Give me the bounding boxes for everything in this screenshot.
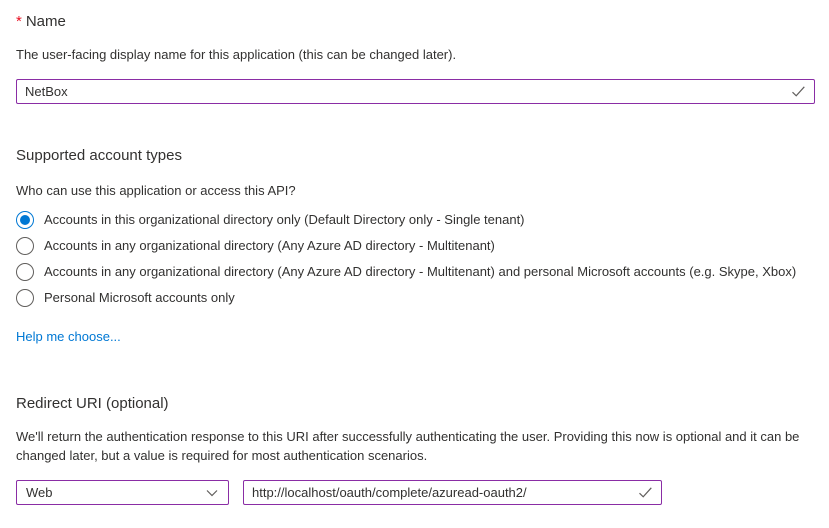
radio-option-single-tenant[interactable] (16, 207, 815, 233)
name-input[interactable] (25, 84, 785, 99)
name-section-title (16, 12, 815, 31)
name-title-text: Name (25, 13, 66, 30)
radio-button-icon[interactable] (16, 211, 34, 229)
app-registration-form (0, 12, 829, 505)
platform-select-value: Web (26, 485, 53, 500)
redirect-uri-row (16, 480, 815, 505)
platform-select[interactable] (16, 480, 229, 505)
chevron-down-icon (205, 486, 219, 500)
radio-option-personal-only[interactable] (16, 285, 815, 311)
radio-button-icon[interactable] (16, 237, 34, 255)
radio-dot (20, 215, 30, 225)
required-asterisk: * (16, 13, 22, 30)
redirect-uri-section-title: Redirect URI (optional) (16, 395, 169, 412)
radio-option-label: Accounts in this organizational directory only (Default Directory only - Single tenant) (44, 212, 525, 227)
name-description: The user-facing display name for this application (this can be changed later). (16, 47, 457, 62)
redirect-uri-description: We'll return the authentication response to this URI after successfully authenticating the user. Providing this now is optional and it can be changed later, but a value is required for most authentication scenarios. (16, 429, 800, 463)
redirect-uri-input-container (243, 480, 662, 505)
account-types-question: Who can use this application or access this API? (16, 183, 296, 198)
account-types-radio-group (16, 207, 815, 311)
valid-check-icon (791, 85, 806, 98)
account-types-section-title: Supported account types (16, 147, 182, 164)
radio-option-multitenant[interactable] (16, 233, 815, 259)
valid-check-icon (638, 486, 653, 499)
redirect-uri-input[interactable] (252, 485, 632, 500)
radio-button-icon[interactable] (16, 289, 34, 307)
radio-option-label: Accounts in any organizational directory (Any Azure AD directory - Multitenant) and personal Microsoft accounts (e.g. Skype, Xbox) (44, 264, 797, 279)
name-input-container (16, 79, 815, 104)
radio-option-multitenant-personal[interactable] (16, 259, 815, 285)
radio-option-label: Personal Microsoft accounts only (44, 290, 235, 305)
radio-button-icon[interactable] (16, 263, 34, 281)
radio-option-label: Accounts in any organizational directory (Any Azure AD directory - Multitenant) (44, 238, 495, 253)
help-me-choose-link[interactable]: Help me choose... (16, 329, 121, 344)
